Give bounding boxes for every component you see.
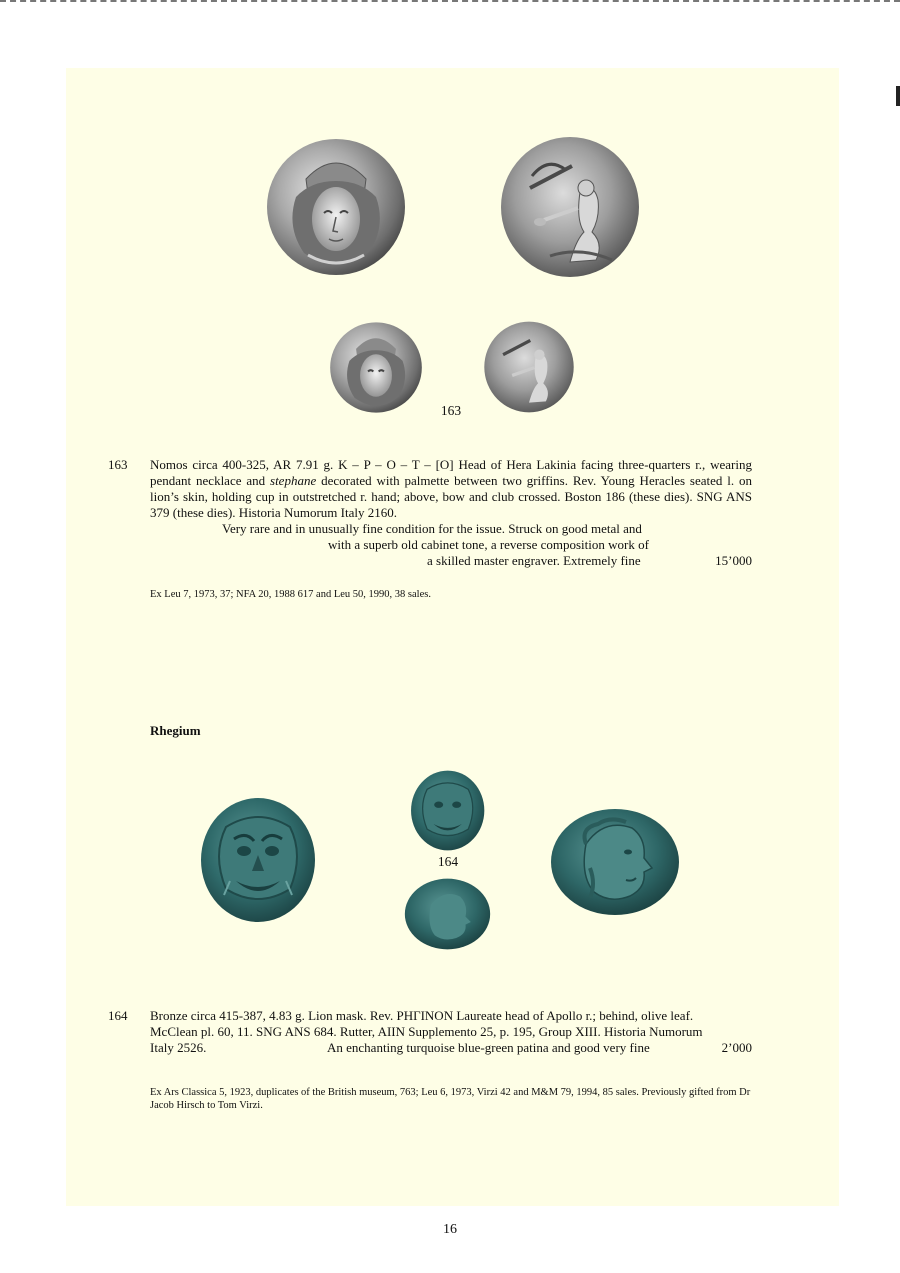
price-163: 15’000 xyxy=(715,553,752,568)
section-heading-rhegium: Rhegium xyxy=(150,723,201,738)
provenance-163: Ex Leu 7, 1973, 37; NFA 20, 1988 617 and Leu 50, 1990, 38 sales. xyxy=(150,589,431,600)
condition-line-163-1: Very rare and in unusually fine condition for the issue. Struck on good metal and xyxy=(222,521,642,536)
page-number: 16 xyxy=(443,1222,457,1237)
coin-163-obverse-enlarged xyxy=(266,137,406,277)
lot-description-164-line2: McClean pl. 60, 11. SNG ANS 684. Rutter, AIIN Supplemento 25, p. 195, Group XIII. Historia Numorum xyxy=(150,1024,703,1039)
lot-number-163: 163 xyxy=(108,457,128,472)
lot-description-163-part1: Nomos circa 400-325, AR 7.91 g. K – P – O – T – [O] Head of Hera Lakinia facing three-quarters r., wearing pendant necklace and xyxy=(150,457,752,488)
coin-163-reverse-enlarged xyxy=(500,136,640,278)
plate-label-164: 164 xyxy=(437,854,459,869)
coin-163-obverse-actual-size xyxy=(329,321,423,414)
plate-label-163: 163 xyxy=(440,403,462,418)
condition-164: An enchanting turquoise blue-green patina and good very fine xyxy=(327,1040,650,1055)
page-top-cut-line xyxy=(0,0,900,6)
condition-line-163-3: a skilled master engraver. Extremely fine xyxy=(427,553,641,568)
coin-164-obverse-actual-size xyxy=(410,770,486,851)
page-edge-mark xyxy=(896,86,900,106)
provenance-164: Ex Ars Classica 5, 1923, duplicates of the British museum, 763; Leu 6, 1973, Virzi 42 and M&M 79, 1994, 85 sales. Previously gifted from Dr Jacob Hirsch to Tom Virzi. xyxy=(150,1087,751,1111)
coin-163-reverse-actual-size xyxy=(483,321,575,413)
lot-description-163 xyxy=(150,457,752,521)
lot-description-163-italic: stephane xyxy=(270,473,317,488)
condition-line-163-2: with a superb old cabinet tone, a reverse composition work of xyxy=(328,537,649,552)
lot-description-164-line1: Bronze circa 415-387, 4.83 g. Lion mask. Rev. ΡΗΓΙΝΟΝ Laureate head of Apollo r.; behind, olive leaf. xyxy=(150,1008,694,1023)
coin-164-reverse-enlarged xyxy=(550,808,680,916)
coin-164-reverse-actual-size xyxy=(404,878,491,950)
lot-description-163-part2: decorated with palmette between two griffins. Rev. Young Heracles seated l. on lion’s skin, holding cup in outstretched r. hand; above, bow and club crossed. Boston 186 (these dies). SNG ANS 379 (these dies). Historia Numorum Italy 2160. xyxy=(150,473,752,520)
price-164: 2’000 xyxy=(721,1040,752,1055)
lot-description-164-line3: Italy 2526. xyxy=(150,1040,207,1055)
coin-164-obverse-enlarged xyxy=(200,797,317,923)
lot-number-164: 164 xyxy=(108,1008,128,1023)
